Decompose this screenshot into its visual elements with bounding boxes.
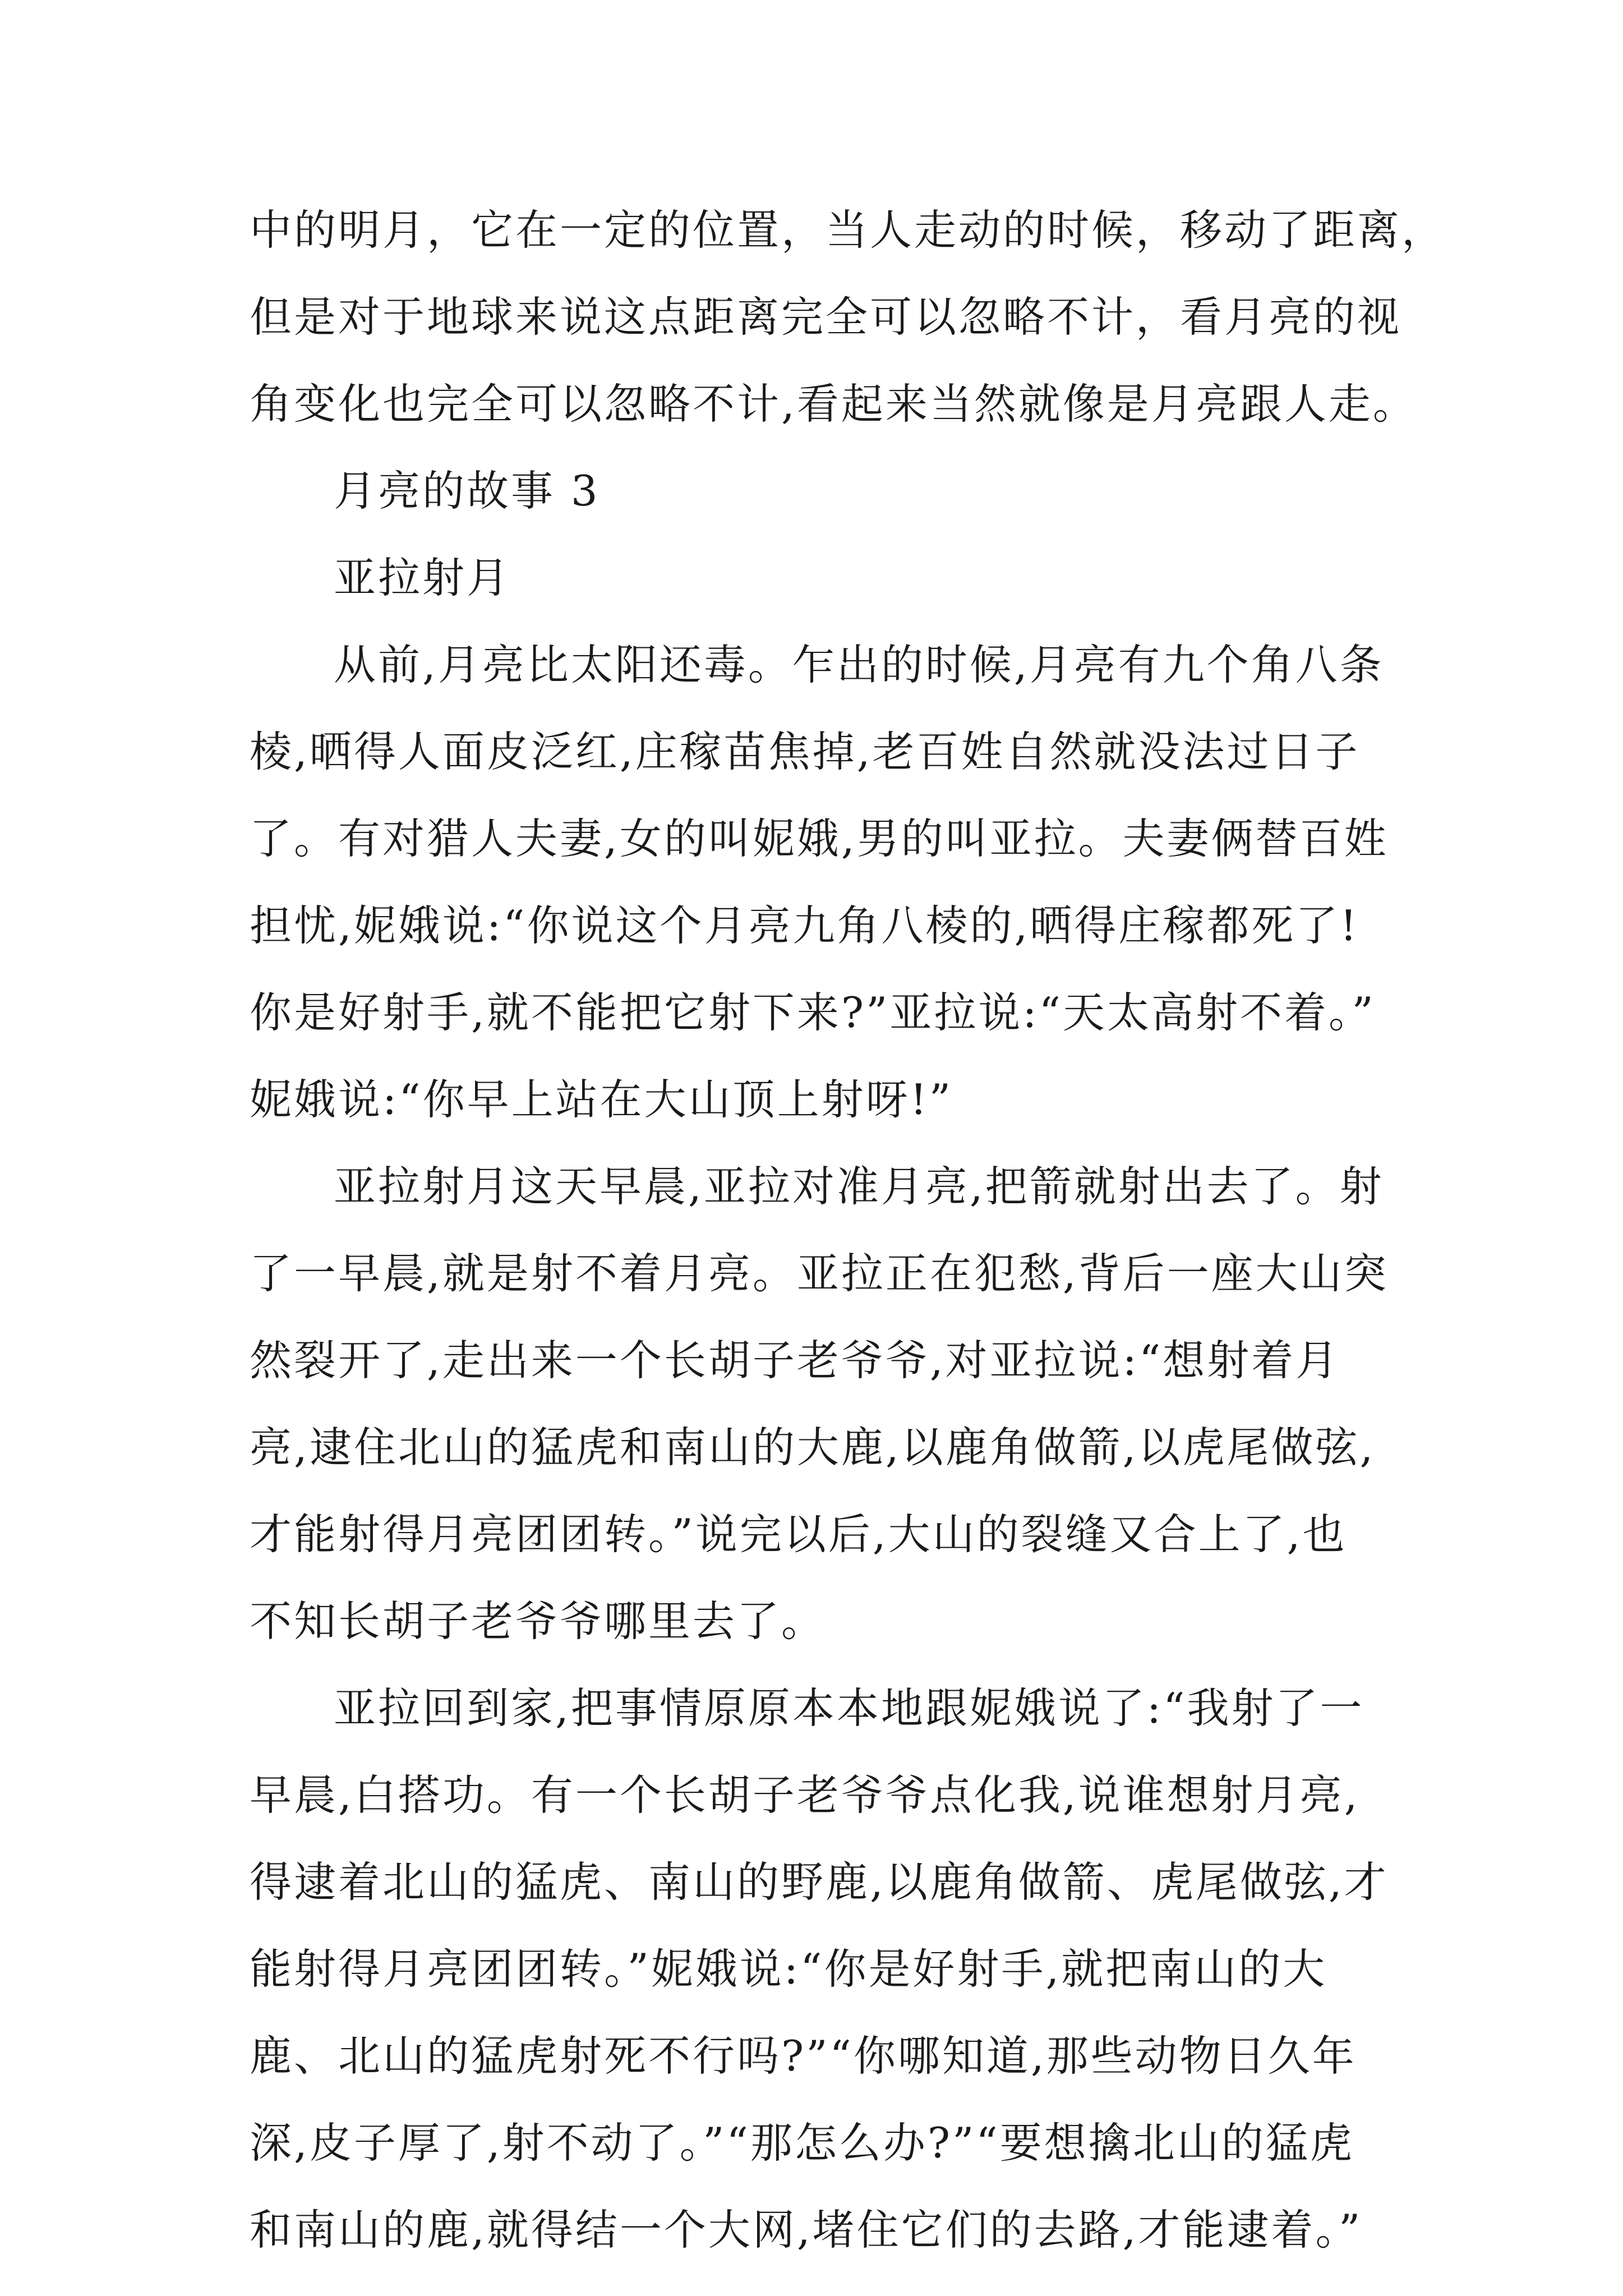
- text-line: 深,皮子厚了,射不动了。”“那怎么办?”“要想擒北山的猛虎: [250, 2118, 1354, 2168]
- text-line: 你是好射手,就不能把它射下来?”亚拉说:“天太高射不着。”: [250, 988, 1376, 1037]
- text-line: 中的明月，它在一定的位置，当人走动的时候，移动了距离，: [250, 205, 1446, 255]
- text-line: 了。有对猎人夫妻,女的叫妮娥,男的叫亚拉。夫妻俩替百姓: [250, 814, 1389, 863]
- text-line: 担忧,妮娥说:“你说这个月亮九角八棱的,晒得庄稼都死了!: [250, 901, 1359, 950]
- text-line: 妮娥说:“你早上站在大山顶上射呀!”: [250, 1075, 953, 1124]
- text-line: 鹿、北山的猛虎射死不行吗?”“你哪知道,那些动物日久年: [250, 2031, 1357, 2081]
- text-line: 能射得月亮团团转。”妮娥说:“你是好射手,就把南山的大: [250, 1944, 1327, 1994]
- story-title: 亚拉射月: [334, 553, 511, 602]
- text-line: 亚拉射月这天早晨,亚拉对准月亮,把箭就射出去了。射: [334, 1162, 1384, 1211]
- text-line: 棱,晒得人面皮泛红,庄稼苗焦掉,老百姓自然就没法过日子: [250, 727, 1360, 776]
- text-line: 得逮着北山的猛虎、南山的野鹿,以鹿角做箭、虎尾做弦,才: [250, 1857, 1389, 1907]
- text-line: 和南山的鹿,就得结一个大网,堵住它们的去路,才能逮着。”: [250, 2205, 1363, 2254]
- text-line: 角变化也完全可以忽略不计,看起来当然就像是月亮跟人走。: [250, 379, 1417, 429]
- text-line: 早晨,白搭功。有一个长胡子老爷爷点化我,说谁想射月亮,: [250, 1770, 1360, 1820]
- section-heading: 月亮的故事 3: [334, 466, 600, 516]
- text-line: 才能射得月亮团团转。”说完以后,大山的裂缝又合上了,也: [250, 1510, 1347, 1559]
- text-line: 亮,逮住北山的猛虎和南山的大鹿,以鹿角做箭,以虎尾做弦,: [250, 1423, 1376, 1472]
- text-line: 了一早晨,就是射不着月亮。亚拉正在犯愁,背后一座大山突: [250, 1249, 1389, 1298]
- text-line: 亚拉回到家,把事情原原本本地跟妮娥说了:“我射了一: [334, 1683, 1364, 1733]
- text-line: 然裂开了,走出来一个长胡子老爷爷,对亚拉说:“想射着月: [250, 1336, 1340, 1385]
- text-line: 不知长胡子老爷爷哪里去了。: [250, 1596, 826, 1646]
- text-line: 从前,月亮比太阳还毒。乍出的时候,月亮有九个角八条: [334, 640, 1384, 689]
- text-line: 但是对于地球来说这点距离完全可以忽略不计，看月亮的视: [250, 292, 1402, 342]
